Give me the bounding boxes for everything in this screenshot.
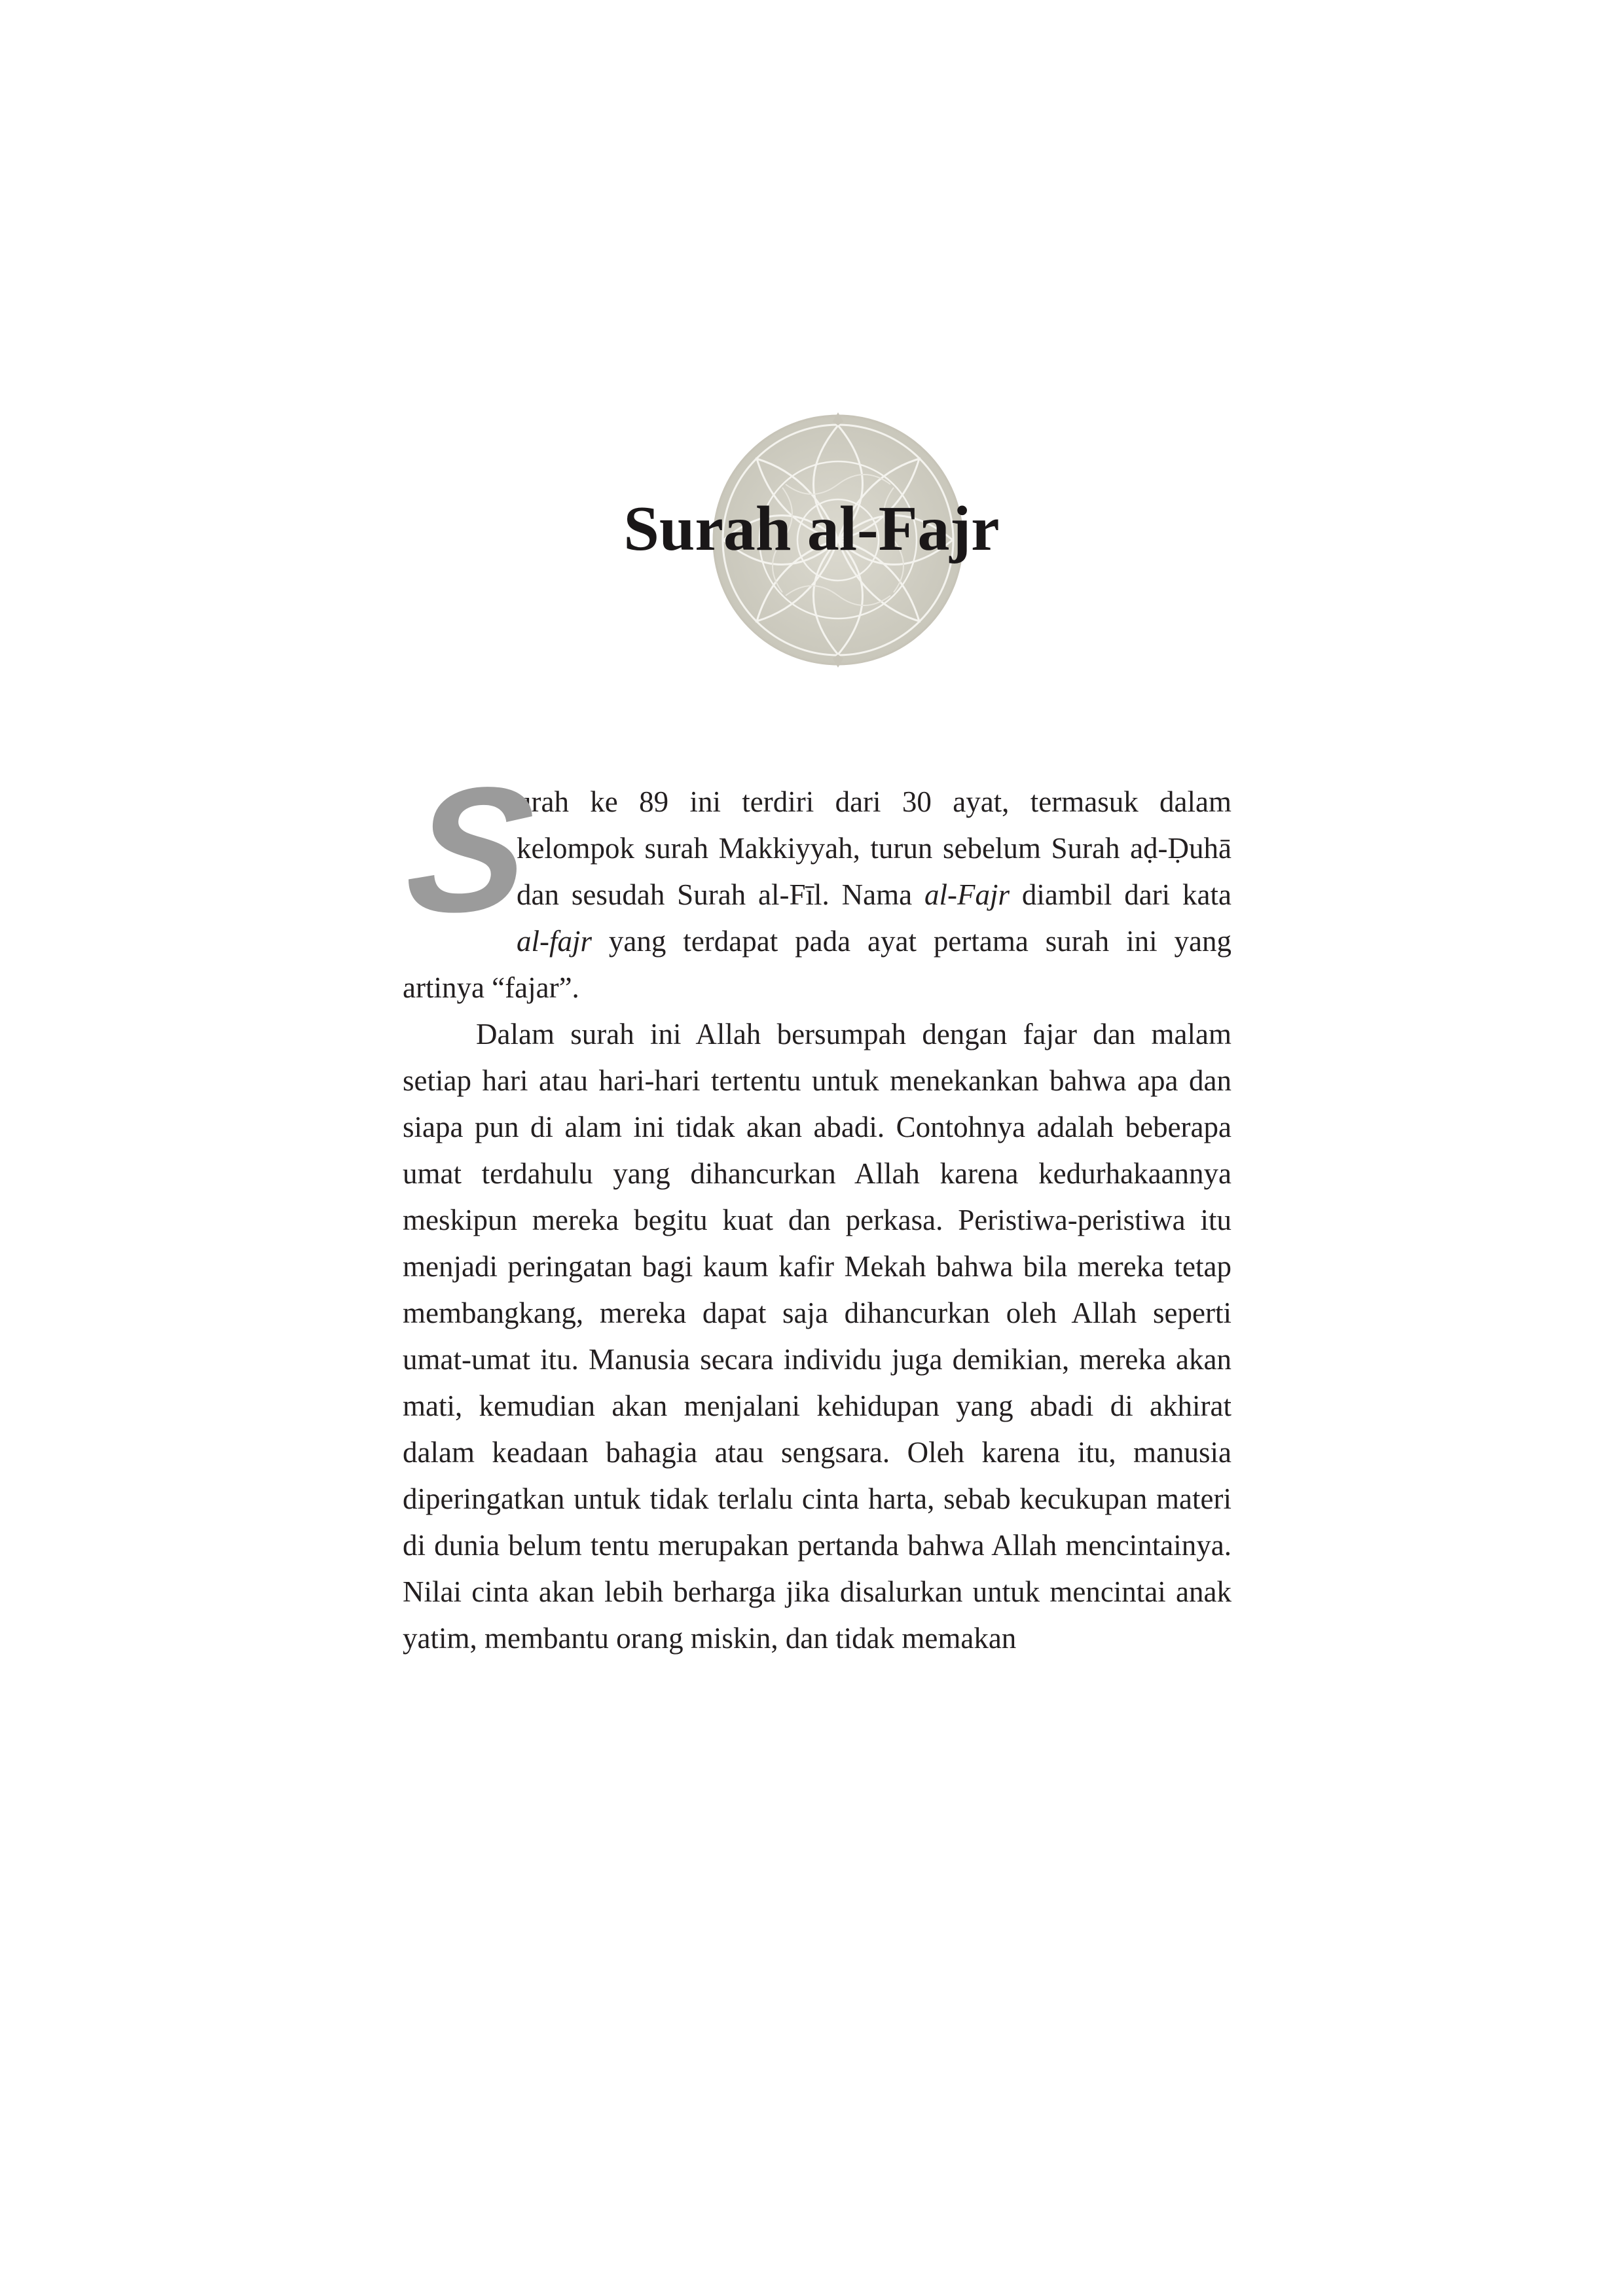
body-text (396, 750, 1231, 1662)
paragraph-1-text-1: urah ke 89 ini terdiri dari 30 ayat, termasuk dalam kelompok surah Makkiyyah, turun sebelum Surah aḍ-Ḍuhā dan sesudah Surah al-Fīl. Nama (517, 785, 1231, 911)
paragraph-1-text-3: yang terdapat pada ayat pertama surah ini yang artinya “fajar”. (403, 925, 1231, 1004)
drop-cap (396, 750, 543, 949)
paragraph-1-text-2: diambil dari kata (1009, 878, 1231, 911)
paragraph-2: Dalam surah ini Allah bersumpah dengan fajar dan malam setiap hari atau hari-hari tertentu untuk menekankan bahwa apa dan siapa pun di alam ini tidak akan abadi. Contohnya adalah beberapa umat terdahulu yang dihancurkan Allah karena kedurhakaannya meskipun mereka begitu kuat dan perkasa. Peristiwa-peristiwa itu menjadi peringatan bagi kaum kafir Mekah bahwa bila mereka tetap membangkang, mereka dapat saja dihancurkan oleh Allah seperti umat-umat itu. Manusia secara individu juga demikian, mereka akan mati, kemudian akan menjalani kehidupan yang abadi di akhirat dalam keadaan bahagia atau sengsara. Oleh karena itu, manusia diperingatkan untuk tidak terlalu cinta harta, sebab kecukupan materi di dunia belum tentu merupakan pertanda bahwa Allah mencintainya. Nilai cinta akan lebih berharga jika disalurkan untuk mencintai anak yatim, membantu orang miskin, dan tidak memakan (403, 1018, 1231, 1655)
page-title: Surah al-Fajr (623, 493, 1000, 564)
paragraph-1-italic-2: al-fajr (517, 925, 593, 958)
paragraph-1-italic-1: al-Fajr (924, 878, 1010, 911)
paragraph-1 (396, 750, 1231, 1011)
drop-cap-letter: S (396, 750, 543, 949)
